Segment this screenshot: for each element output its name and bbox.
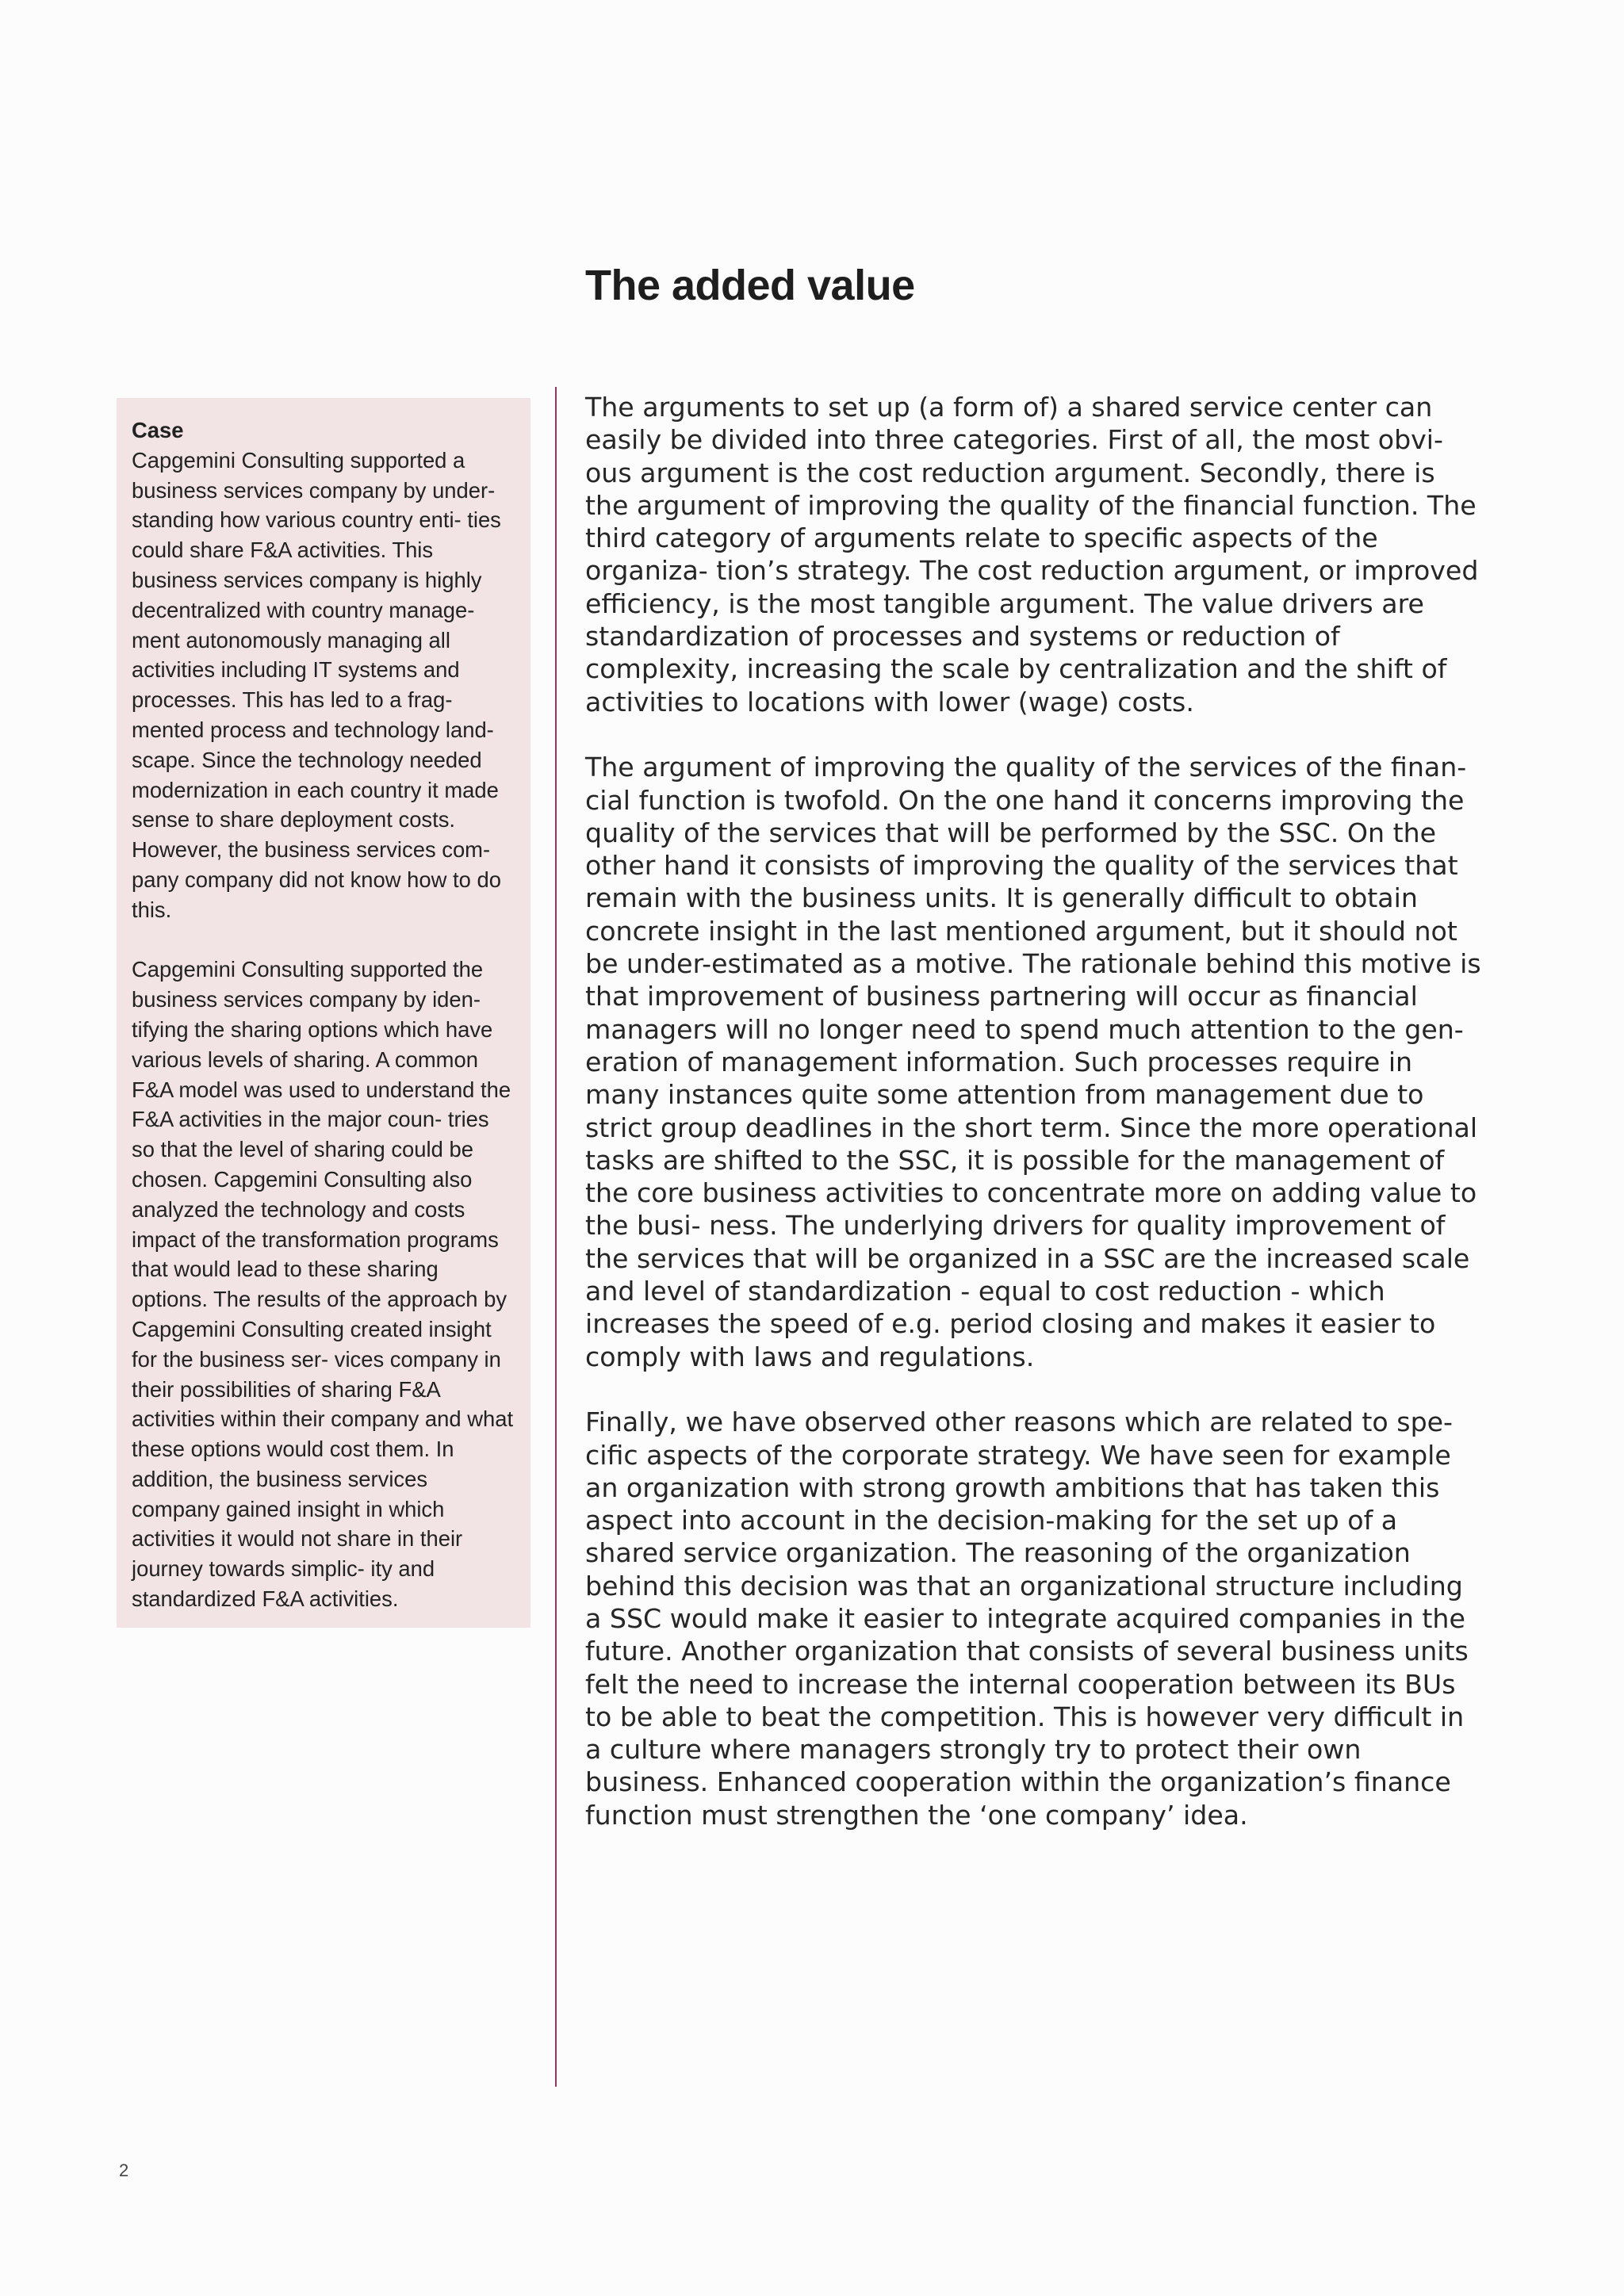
case-paragraph-1: Capgemini Consulting supported a business services company by under- standing how various country enti- ties could share F&A activities. This business services company is highly decentralized with country manage- ment autonomously managing all activities including IT systems and processes. This has led to a frag- mented process and technology land- scape. Since the technology needed modernization in each country it made sense to share deployment costs. However, the business services com- pany company did not know how to do this. <box>132 447 501 922</box>
body-paragraph-2: The argument of improving the quality of the services of the finan- cial function is twofold. On the one hand it concerns improving the quality of the services that will be performed by the SSC. On the other hand it consists of improving the quality of the services that remain with the business units. It is generally difficult to obtain concrete insight in the last mentioned argument, but it should not be under-estimated as a motive. The rationale behind this motive is that improvement of business partnering will occur as financial managers will no longer need to spend much attention to the gen- eration of management information. Such processes require in many instances quite some attention from management due to strict group deadlines in the short term. Since the more operational tasks are shifted to the SSC, it is possible for the management of the core business activities to concentrate more on adding value to the busi- ness. The underlying drivers for quality improvement of the services that will be organized in a SSC are the increased scale and level of standardization - equal to cost reduction - which increases the speed of e.g. period closing and makes it easier to comply with laws and regulations. <box>585 752 1481 1372</box>
page-number: 2 <box>119 2160 129 2180</box>
case-paragraph-2: Capgemini Consulting supported the business services company by iden- tifying the sharing options which have various levels of sharing. A common F&A model was used to understand the F&A activities in the major coun- tries so that the level of sharing could be chosen. Capgemini Consulting also analyzed the technology and costs impact of the transformation programs that would lead to these sharing options. The results of the approach by Capgemini Consulting created insight for the business ser- vices company in their possibilities of sharing F&A activities within their company and what these options would cost them. In addition, the business services company gained insight in which activities it would not share in their journey towards simplic- ity and standardized F&A activities. <box>132 957 514 1612</box>
body-paragraph-3: Finally, we have observed other reasons which are related to spe- cific aspects of the corporate strategy. We have seen for example an organization with strong growth ambitions that has taken this aspect into account in the decision-making for the set up of a shared service organization. The reasoning of the organization behind this decision was that an organizational structure including a SSC would make it easier to integrate acquired companies in the future. Another organization that consists of several business units felt the need to increase the internal cooperation between its BUs to be able to beat the competition. This is however very difficult in a culture where managers strongly try to protect their own business. Enhanced cooperation within the organization’s finance function must strengthen the ‘one company’ idea. <box>585 1406 1469 1831</box>
body-paragraph-1: The arguments to set up (a form of) a shared service center can easily be divided into three categories. First of all, the most obvi- ous argument is the cost reduction argument. Secondly, there is the argument of improving the quality of the financial function. The third category of arguments relate to specific aspects of the organiza- tion’s strategy. The cost reduction argument, or improved efficiency, is the most tangible argument. The value drivers are standardization of processes and systems or reduction of complexity, increasing the scale by centralization and the shift of activities to locations with lower (wage) costs. <box>585 392 1479 718</box>
column-divider <box>555 387 557 2087</box>
body-text <box>585 391 1481 1831</box>
case-heading: Case <box>132 418 184 442</box>
case-sidebar <box>117 398 530 1628</box>
page-title: The added value <box>585 262 915 309</box>
